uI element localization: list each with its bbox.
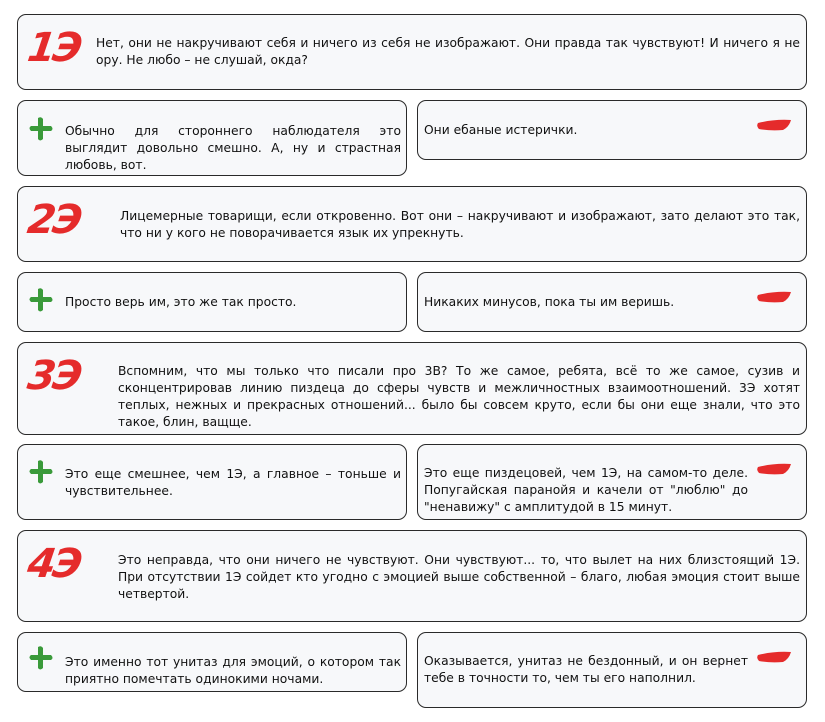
section-4-pro-card [17,632,407,692]
green-plus-icon [28,116,54,142]
section-4-label: 4Э [24,541,83,587]
green-plus-icon [28,645,54,671]
section-1-con-text: Они ебаные истерички. [424,123,578,137]
section-3-pro-text: Это еще смешнее, чем 1Э, а главное – тоньше и чувствительнее. [65,467,401,498]
section-2-pro-card [17,272,407,332]
section-2-con-card [417,272,807,332]
section-3-label: 3Э [24,353,83,399]
section-2-description: Лицемерные товарищи, если откровенно. Вот они – накручивают и изображают, зато делают это так, что ни у кого не поворачивается язык их упрекнуть. [120,209,800,240]
section-4-con-card [417,632,807,708]
section-1-description: Нет, они не накручивают себя и ничего из себя не изображают. Они правда так чувствуют! И ничего я не ору. Не любо – не слушай, окда? [96,36,800,67]
green-plus-icon [28,459,54,485]
red-minus-icon [756,290,792,304]
section-1-card [17,14,807,90]
section-2-label: 2Э [24,197,83,243]
section-1-label: 1Э [24,25,83,71]
red-minus-icon [756,650,792,664]
section-3-con-card [417,444,807,520]
section-2-card [17,186,807,262]
section-1-pro-card [17,100,407,176]
section-4-description: Это неправда, что они ничего не чувствуют. Они чувствуют... то, что вылет на них близстоящий 1Э. При отсутствии 1Э сойдет кто угодно с эмоцией выше собственной – благо, любая эмоция стоит выше четвертой. [118,553,800,601]
section-1-pro-text: Обычно для стороннего наблюдателя это выглядит довольно смешно. А, ну и страстная любовь, вот. [65,124,401,172]
section-3-con-text: Это еще пиздецовей, чем 1Э, на самом-то деле. Попугайская паранойя и качели от "люблю" до "ненавижу" с амплитудой в 15 минут. [424,466,748,514]
red-minus-icon [756,118,792,132]
section-4-card [17,530,807,622]
section-1-con-card [417,100,807,160]
green-plus-icon [28,287,54,313]
section-4-con-text: Оказывается, унитаз не бездонный, и он вернет тебе в точности то, чем ты его наполнил. [424,654,748,685]
section-2-con-text: Никаких минусов, пока ты им веришь. [424,295,675,309]
section-3-description: Вспомним, что мы только что писали про 3В? То же самое, ребята, всё то же самое, сузив и сконцентрировав линию пиздеца до сферы чувств и межличностных взаимоотношений. 3Э хотят теплых, нежных и прекрасных отношений... было бы совсем круто, если бы они еще знали, что это такое, блин, ващще. [118,364,800,429]
red-minus-icon [756,462,792,476]
section-3-pro-card [17,444,407,520]
section-2-pro-text: Просто верь им, это же так просто. [65,295,297,309]
section-4-pro-text: Это именно тот унитаз для эмоций, о котором так приятно помечтать одинокими ночами. [65,655,401,686]
section-3-card [17,342,807,435]
